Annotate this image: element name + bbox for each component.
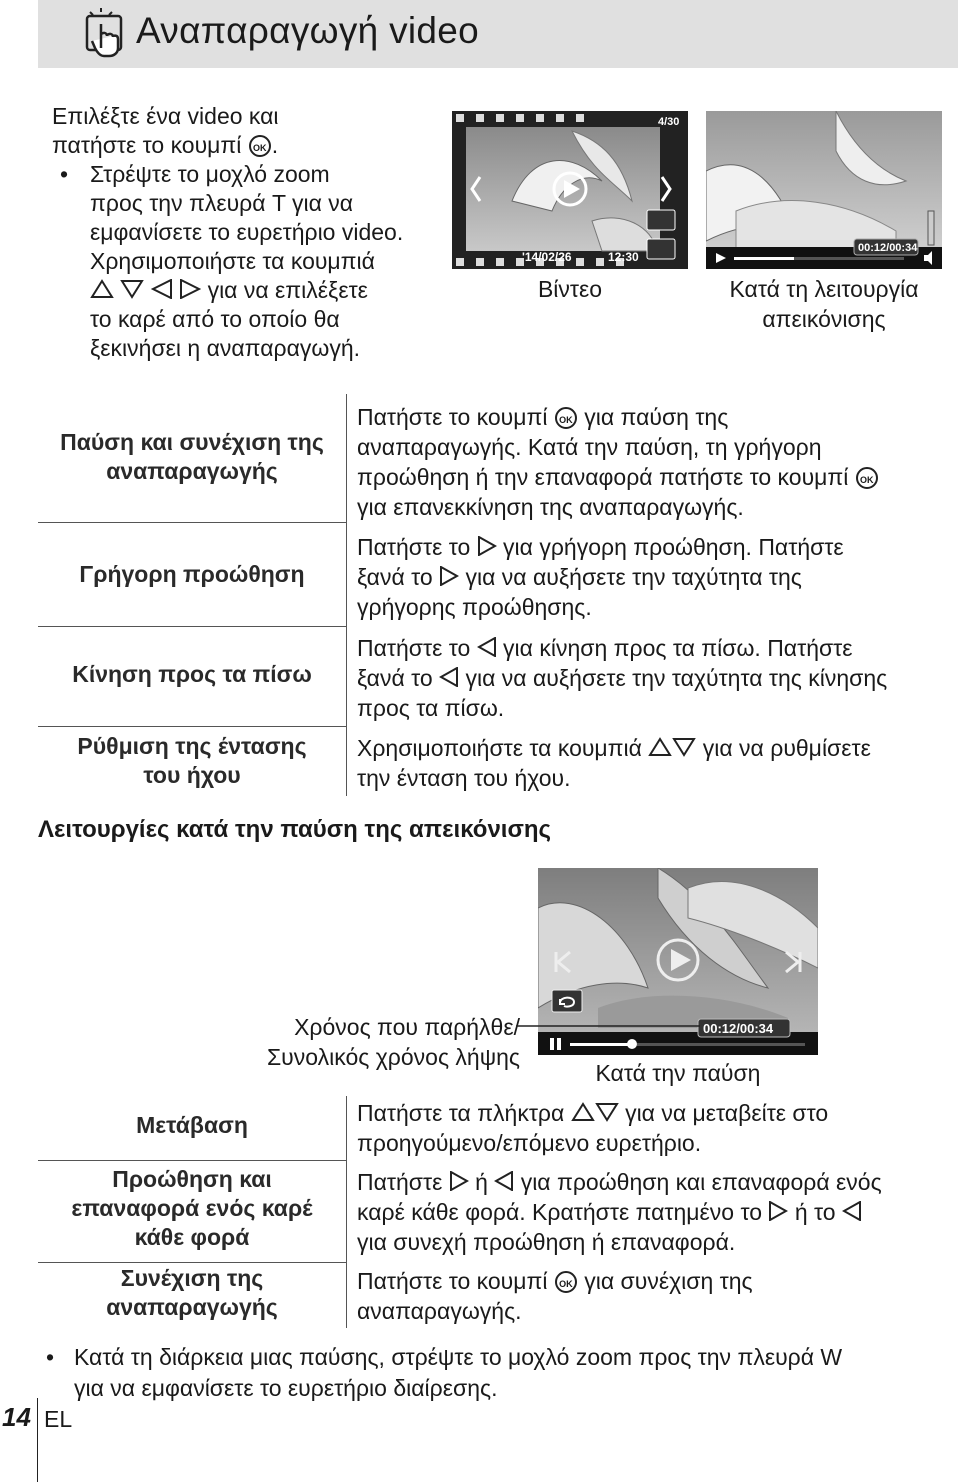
op-label-fast-forward: Γρήγορη προώθηση [79, 561, 305, 587]
op-label-frame-step: Προώθηση και επαναφορά ενός καρέ κάθε φορά [71, 1166, 313, 1250]
left-arrow-icon [477, 637, 497, 657]
touch-hand-icon [84, 8, 128, 58]
op-desc-fast-forward: Πατήστε το για γρήγορη προώθηση. Πατήστε ξανά το για να αυξήσετε την ταχύτητα της γρήγορης προώθησης. [357, 534, 844, 620]
time-stamp: 12:30 [608, 250, 639, 264]
intro-line: Επιλέξτε ένα video και [52, 103, 279, 129]
row-divider [38, 626, 346, 627]
caption-line: Κατά τη λειτουργία [729, 276, 919, 302]
right-arrow-icon [477, 536, 497, 556]
frame-counter: 4/30 [658, 116, 680, 128]
section-heading: Λειτουργίες κατά την παύση της απεικόνισης [38, 816, 552, 843]
bullet-line: Στρέψτε το μοχλό zoom [90, 161, 330, 187]
right-arrow-icon [449, 1171, 469, 1191]
paused-timecode: 00:12/00:34 [703, 1021, 774, 1036]
intro-bullet [52, 160, 432, 363]
up-arrow-icon [90, 279, 114, 299]
callout-line: Χρόνος που παρήλθε/ [294, 1014, 520, 1040]
op-desc-frame-step: Πατήστε ή για προώθηση και επαναφορά ενός καρέ κάθε φορά. Κρατήστε πατημένο το ή το για συνεχή προώθηση ή επαναφορά. [357, 1169, 882, 1255]
note-line: για να εμφανίσετε το ευρετήριο διαίρεσης. [74, 1375, 498, 1401]
left-arrow-icon [151, 279, 173, 299]
language-code: EL [44, 1406, 73, 1432]
left-arrow-icon [439, 667, 459, 687]
row-divider [38, 1160, 346, 1161]
ok-button-icon: OK [249, 135, 271, 157]
ok-button-icon: OK [555, 1271, 577, 1293]
right-arrow-icon [179, 279, 201, 299]
footer-divider [37, 1398, 38, 1482]
up-arrow-icon [648, 737, 672, 757]
op-label-jump: Μετάβαση [136, 1112, 248, 1138]
bullet-line: εμφανίσετε το ευρετήριο video. [90, 219, 404, 245]
bullet-line: προς την πλευρά T για να [90, 190, 354, 216]
video-caption: Βίντεο [537, 276, 603, 302]
intro-line: πατήστε το κουμπί OK . [52, 132, 279, 158]
op-label-volume: Ρύθμιση της έντασης του ήχου [77, 733, 307, 788]
playing-caption [706, 274, 942, 334]
callout-leader-line [514, 1018, 704, 1032]
down-arrow-icon [120, 279, 144, 299]
bullet-line: για να επιλέξετε [90, 276, 432, 305]
op-desc-jump: Πατήστε τα πλήκτρα για να μεταβείτε στο προηγούμενο/επόμενο ευρετήριο. [357, 1100, 829, 1156]
ok-button-icon: OK [555, 407, 577, 429]
intro-text [52, 102, 432, 363]
page-title: Αναπαραγωγή video [136, 10, 480, 51]
playing-screen-image [706, 111, 942, 269]
bullet-line: ξεκινήσει η αναπαραγωγή. [90, 335, 361, 361]
bullet-icon: • [46, 1344, 55, 1370]
left-arrow-icon [842, 1201, 862, 1221]
paused-caption: Κατά την παύση [595, 1060, 761, 1086]
op-label-rewind: Κίνηση προς τα πίσω [72, 661, 312, 687]
playing-timecode: 00:12/00:34 [858, 242, 918, 254]
page-number: 14 [2, 1402, 31, 1432]
op-desc-volume: Χρησιμοποιήστε τα κουμπιά για να ρυθμίσετε την ένταση του ήχου. [357, 735, 871, 791]
row-divider [38, 522, 346, 523]
table-divider [346, 394, 347, 796]
caption-line: απεικόνισης [762, 306, 886, 332]
up-arrow-icon [571, 1102, 595, 1122]
left-arrow-icon [494, 1171, 514, 1191]
op-desc-resume: Πατήστε το κουμπί OK για συνέχιση της αναπαραγωγής. [357, 1268, 753, 1324]
bullet-icon: • [60, 161, 69, 187]
date-stamp: '14/02/26 [522, 250, 572, 264]
video-screen-image [452, 111, 688, 269]
op-desc-pause: Πατήστε το κουμπί OK για παύση της αναπαραγωγής. Κατά την παύση, τη γρήγορη προώθηση ή την επαναφορά πατήστε το κουμπί OK για επανεκκίνηση της αναπαραγωγής. [357, 402, 957, 522]
bullet-line: το καρέ από το οποίο θα [90, 306, 340, 332]
note-line: Κατά τη διάρκεια μιας παύσης, στρέψτε το μοχλό zoom προς την πλευρά W [74, 1344, 843, 1370]
table-divider [346, 1096, 347, 1328]
note-text [74, 1342, 954, 1404]
down-arrow-icon [595, 1102, 619, 1122]
op-label-pause: Παύση και συνέχιση της αναπαραγωγής [60, 429, 324, 484]
bullet-line: Χρησιμοποιήστε τα κουμπιά [90, 248, 375, 274]
timecode-callout [220, 1012, 520, 1072]
row-divider [38, 1262, 346, 1263]
op-label-resume: Συνέχιση της αναπαραγωγής [106, 1265, 278, 1320]
right-arrow-icon [439, 566, 459, 586]
down-arrow-icon [672, 737, 696, 757]
right-arrow-icon [768, 1201, 788, 1221]
callout-line: Συνολικός χρόνος λήψης [266, 1044, 520, 1070]
op-desc-rewind: Πατήστε το για κίνηση προς τα πίσω. Πατήστε ξανά το για να αυξήσετε την ταχύτητα της κίνησης προς τα πίσω. [357, 635, 888, 721]
row-divider [38, 726, 346, 727]
ok-button-icon: OK [856, 467, 878, 489]
